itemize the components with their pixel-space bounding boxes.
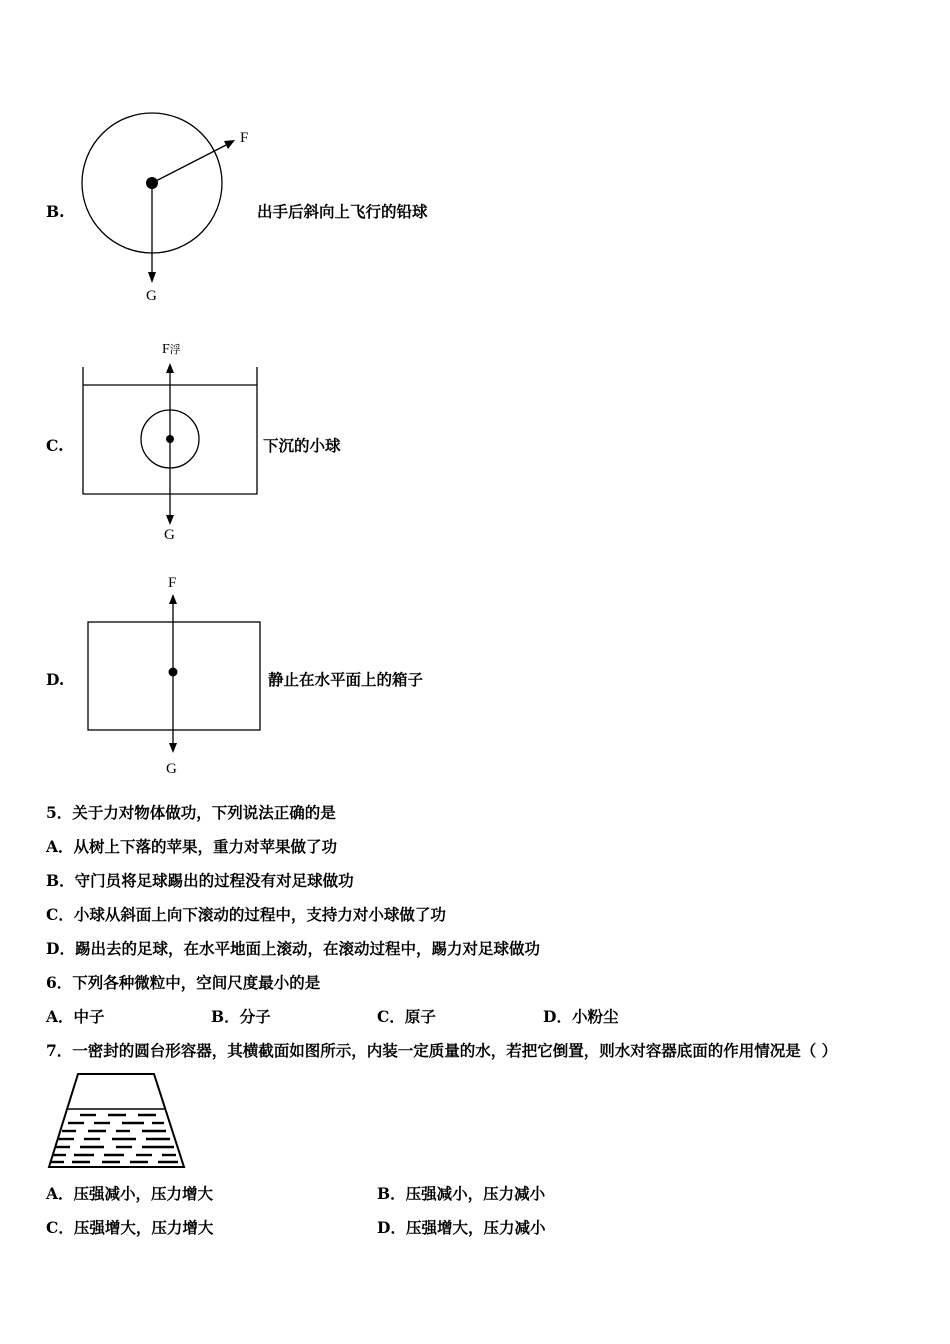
q7-option-b: B．压强减小，压力减小 [377,1184,546,1203]
frustum-outline [49,1074,184,1167]
option-b-diagram [70,100,270,310]
gravity-g-label: G [166,761,177,777]
q7-stem: 7．一密封的圆台形容器，其横截面如图所示，内装一定质量的水，若把它倒置，则水对容器底面的作用情况是（ ） [46,1041,838,1060]
support-force-arrowhead [169,594,177,604]
option-c-letter: C. [46,436,64,455]
q5-option-d: D．踢出去的足球，在水平地面上滚动，在滚动过程中，踢力对足球做功 [46,939,540,958]
q6-option-b: B．分子 [211,1007,271,1026]
option-d-caption: 静止在水平面上的箱子 [268,670,424,689]
gravity-arrowhead [166,515,174,525]
q5-stem: 5．关于力对物体做功，下列说法正确的是 [46,803,336,822]
q7-option-a: A．压强减小，压力增大 [46,1184,214,1203]
option-c-diagram [75,338,265,548]
option-c-caption: 下沉的小球 [263,436,341,455]
q5-option-b: B．守门员将足球踢出的过程没有对足球做功 [46,871,354,890]
water-hatching [51,1115,178,1162]
option-b-caption: 出手后斜向上飞行的铅球 [257,202,428,221]
q7-frustum-container [44,1070,190,1172]
force-f-label: F [240,130,249,146]
gravity-arrowhead [148,272,156,283]
force-f-arrowhead [224,140,235,149]
q5-option-c: C．小球从斜面上向下滚动的过程中，支持力对小球做了功 [46,905,446,924]
q6-option-a: A．中子 [46,1007,105,1026]
force-f-arrow [152,143,230,183]
buoyant-force-label: F浮 [162,342,181,357]
q6-option-c: C．原子 [377,1007,436,1026]
gravity-arrowhead [169,743,177,753]
buoyant-force-arrowhead [166,363,174,373]
q7-option-c: C．压强增大，压力增大 [46,1218,214,1237]
option-b-letter: B. [46,202,65,221]
gravity-g-label: G [146,288,157,304]
gravity-g-label: G [164,527,175,543]
q6-stem: 6．下列各种微粒中，空间尺度最小的是 [46,973,321,992]
q5-option-a: A．从树上下落的苹果，重力对苹果做了功 [46,837,338,856]
option-d-diagram [80,570,270,780]
option-d-letter: D. [46,670,65,689]
q7-option-d: D．压强增大，压力减小 [377,1218,546,1237]
q6-option-d: D．小粉尘 [543,1007,619,1026]
support-force-label: F [168,575,177,591]
